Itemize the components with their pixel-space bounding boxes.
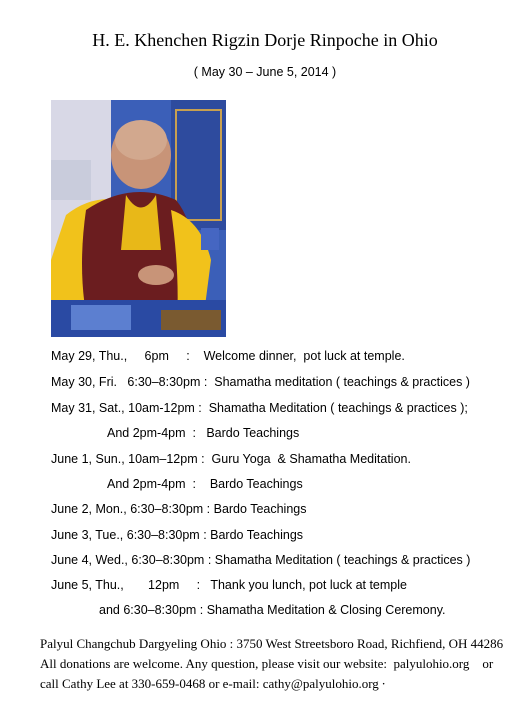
schedule-line-may-30: May 30, Fri. 6:30–8:30pm : Shamatha meditation ( teachings & practices ) — [51, 375, 470, 389]
schedule-line-june-2: June 2, Mon., 6:30–8:30pm : Bardo Teachings — [51, 502, 307, 516]
footer-address: Palyul Changchub Dargyeling Ohio : 3750 West Streetsboro Road, Richfiend, OH 44286 — [40, 636, 504, 651]
rinpoche-portrait-photo — [51, 100, 226, 337]
schedule-line-june-5: June 5, Thu., 12pm : Thank you lunch, pot luck at temple — [51, 578, 407, 592]
event-date-range: ( May 30 – June 5, 2014 ) — [193, 65, 337, 79]
footer-donations: All donations are welcome. Any question, please visit our website: palyulohio.org or — [40, 656, 494, 671]
schedule-line-june-4: June 4, Wed., 6:30–8:30pm : Shamatha Meditation ( teachings & practices ) — [51, 553, 471, 567]
schedule-line-may-31: May 31, Sat., 10am-12pm : Shamatha Meditation ( teachings & practices ); — [51, 401, 468, 415]
schedule-line-june-5-evening: and 6:30–8:30pm : Shamatha Meditation & Closing Ceremony. — [99, 603, 446, 617]
flyer-title: H. E. Khenchen Rigzin Dorje Rinpoche in Ohio — [92, 30, 438, 50]
schedule-line-june-1: June 1, Sun., 10am–12pm : Guru Yoga & Shamatha Meditation. — [51, 452, 411, 466]
schedule-line-may-29: May 29, Thu., 6pm : Welcome dinner, pot luck at temple. — [51, 349, 405, 363]
schedule-line-june-1-afternoon: And 2pm-4pm : Bardo Teachings — [107, 477, 303, 491]
schedule-line-may-31-afternoon: And 2pm-4pm : Bardo Teachings — [107, 426, 300, 440]
schedule-line-june-3: June 3, Tue., 6:30–8:30pm : Bardo Teachings — [51, 528, 304, 542]
footer-contact: call Cathy Lee at 330-659-0468 or e-mail: cathy@palyulohio.org ∙ — [40, 676, 386, 691]
